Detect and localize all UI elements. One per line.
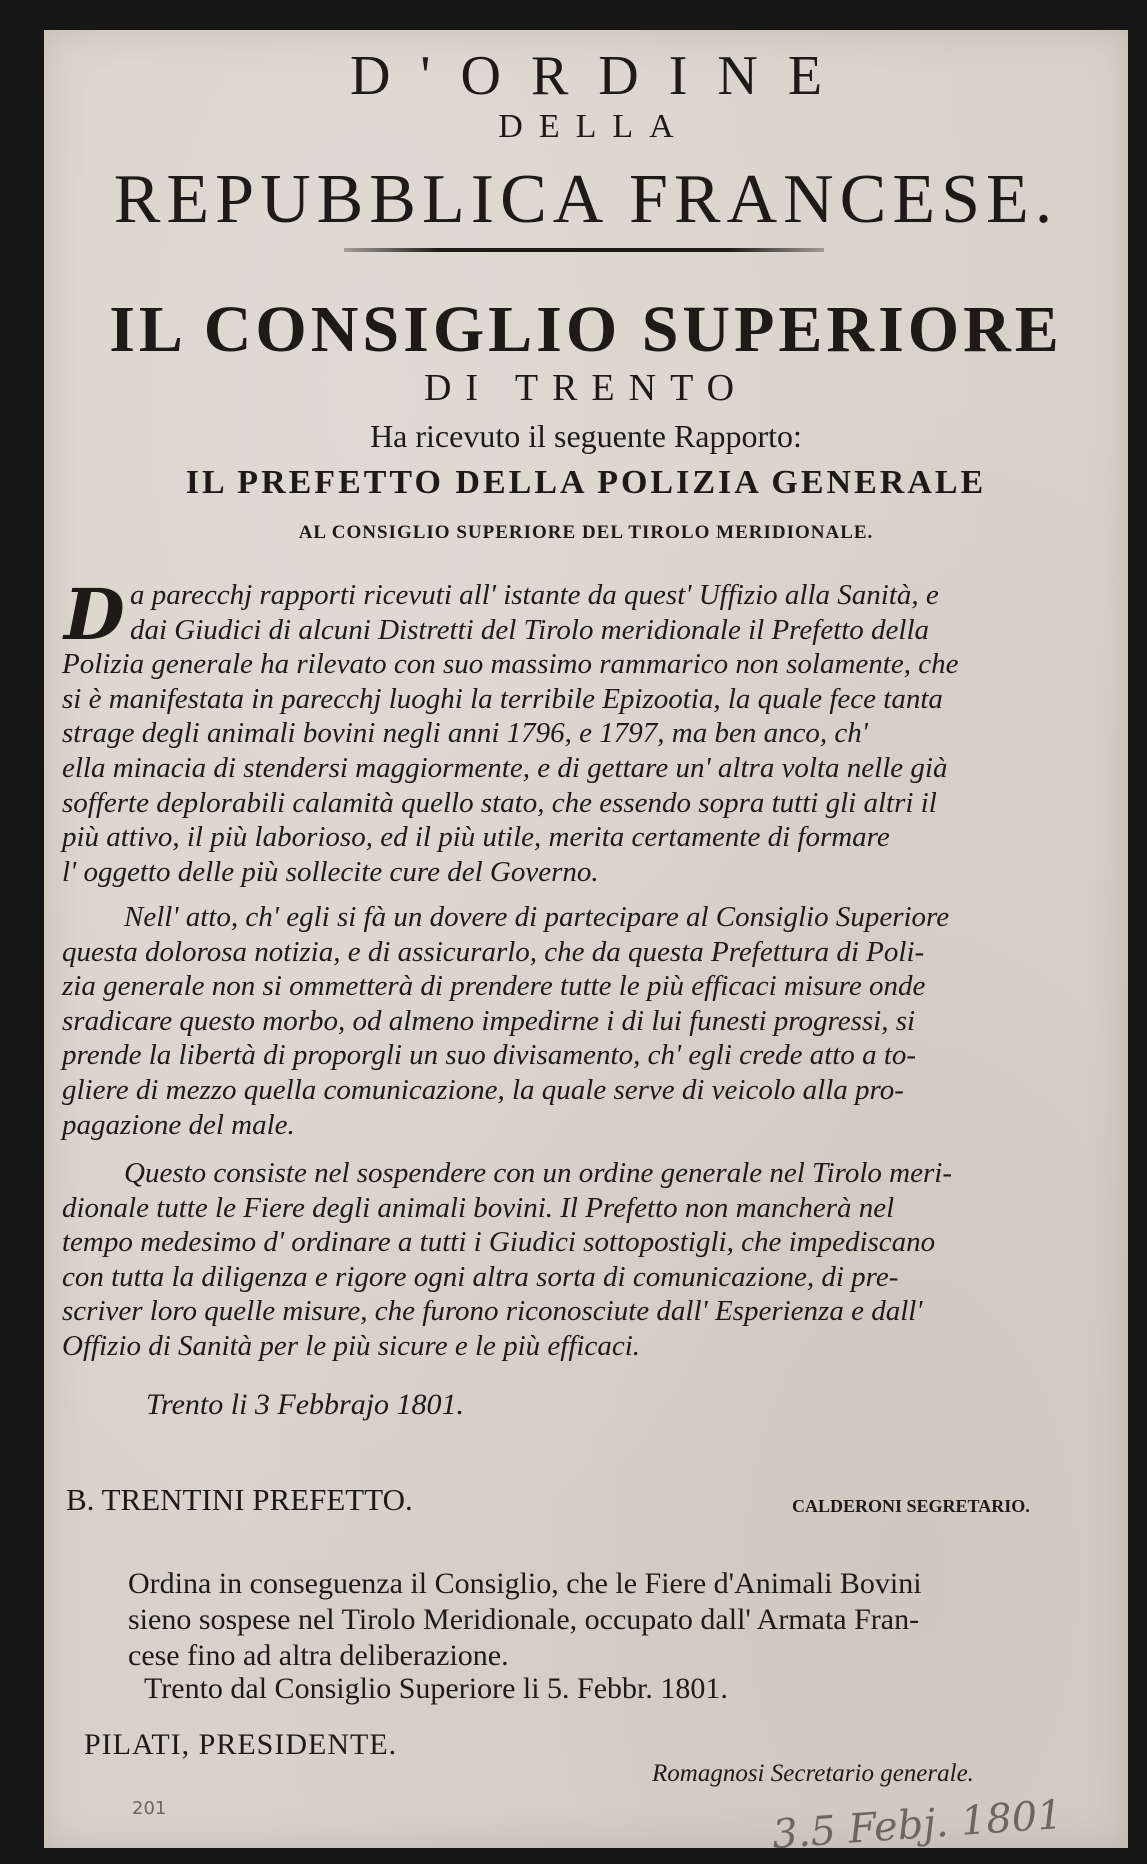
report-line: tempo medesimo d' ordinare a tutti i Giudici sottopostigli, che impediscano (62, 1226, 936, 1259)
report-date: Trento li 3 Febbrajo 1801. (146, 1388, 465, 1421)
drop-cap: D (64, 573, 125, 656)
report-line: pagazione del male. (62, 1108, 295, 1141)
report-line: si è manifestata in parecchj luoghi la terribile Epizootia, la quale fece tanta (62, 682, 943, 715)
report-line: prende la libertà di proporgli un suo divisamento, ch' egli crede atto a to- (62, 1039, 917, 1072)
received-line: Ha ricevuto il seguente Rapporto: (370, 418, 802, 454)
handwritten-date: 3.5 Febj. 1801 (770, 1791, 1065, 1859)
report-line: con tutta la diligenza e rigore ogni altra sorta di comunicazione, di pre- (62, 1260, 899, 1293)
city-subtitle: DI TRENTO (423, 367, 749, 409)
report-line: ella minacia di stendersi maggiormente, e di gettare un' altra volta nelle già (62, 751, 948, 784)
order-line: sieno sospese nel Tirolo Meridionale, occupato dall' Armata Fran- (128, 1603, 920, 1636)
report-line: strage degli animali bovini negli anni 1796, e 1797, ma ben anco, ch' (62, 717, 869, 750)
order-date: Trento dal Consiglio Superiore li 5. Febbr. 1801. (144, 1672, 728, 1705)
secretary-signature: CALDERONI SEGRETARIO. (792, 1496, 1030, 1516)
report-line: a parecchj rapporti ricevuti all' istante da quest' Uffizio alla Sanità, e (130, 579, 939, 611)
header-republic-title: REPUBBLICA FRANCESE. (113, 161, 1059, 238)
council-order (128, 1566, 922, 1674)
addressee-line: AL CONSIGLIO SUPERIORE DEL TIROLO MERIDIONALE. (298, 522, 874, 543)
council-title: IL CONSIGLIO SUPERIORE (109, 293, 1063, 366)
order-line: cese fino ad altra deliberazione. (128, 1639, 509, 1672)
report-line: gliere di mezzo quella comunicazione, la quale serve di veicolo alla pro- (62, 1073, 904, 1106)
report-line: Nell' atto, ch' egli si fà un dovere di partecipare al Consiglio Superiore (124, 901, 950, 933)
report-line: dionale tutte le Fiere degli animali bovini. Il Prefetto non mancherà nel (62, 1191, 895, 1224)
report-paragraph-1 (62, 573, 1102, 889)
report-line: Offizio di Sanità per le più sicure e le più efficaci. (62, 1329, 641, 1362)
header-line-della: DELLA (498, 108, 690, 145)
header-line-dordine: D'ORDINE (349, 45, 853, 107)
prefect-heading: IL PREFETTO DELLA POLIZIA GENERALE (185, 464, 987, 501)
president-signature: PILATI, PRESIDENTE. (84, 1728, 398, 1761)
report-line: Polizia generale ha rilevato con suo massimo rammarico non solamente, che (62, 648, 959, 681)
report-paragraph-2 (62, 900, 1102, 1142)
report-line: più attivo, il più laborioso, ed il più utile, merita certamente di formare (62, 821, 890, 854)
report-paragraph-3 (62, 1156, 1102, 1364)
order-line: Ordina in conseguenza il Consiglio, che le Fiere d'Animali Bovini (128, 1567, 922, 1600)
report-line: sofferte deplorabili calamità quello stato, che essendo sopra tutti gli altri il (62, 786, 937, 819)
document-sheet (44, 30, 1128, 1859)
report-line: l' oggetto delle più sollecite cure del Governo. (62, 855, 599, 888)
prefect-signature: B. TRENTINI PREFETTO. (66, 1482, 413, 1517)
report-line: zia generale non si ommetterà di prendere tutte le più efficaci misure onde (62, 970, 926, 1003)
secretary-general-signature: Romagnosi Secretario generale. (652, 1760, 974, 1787)
report-line: dai Giudici di alcuni Distretti del Tirolo meridionale il Prefetto della (130, 613, 930, 646)
report-line: scriver loro quelle misure, che furono riconosciute dall' Esperienza e dall' (62, 1295, 923, 1328)
report-line: Questo consiste nel sospendere con un ordine generale nel Tirolo meri- (124, 1157, 952, 1189)
report-line: questa dolorosa notizia, e di assicurarlo, che da questa Prefettura di Poli- (62, 935, 925, 968)
report-line: sradicare questo morbo, od almeno impedirne i di lui funesti progressi, si (62, 1004, 916, 1037)
decorative-rule (344, 248, 824, 252)
archive-stamp-number: 201 (132, 1798, 167, 1819)
